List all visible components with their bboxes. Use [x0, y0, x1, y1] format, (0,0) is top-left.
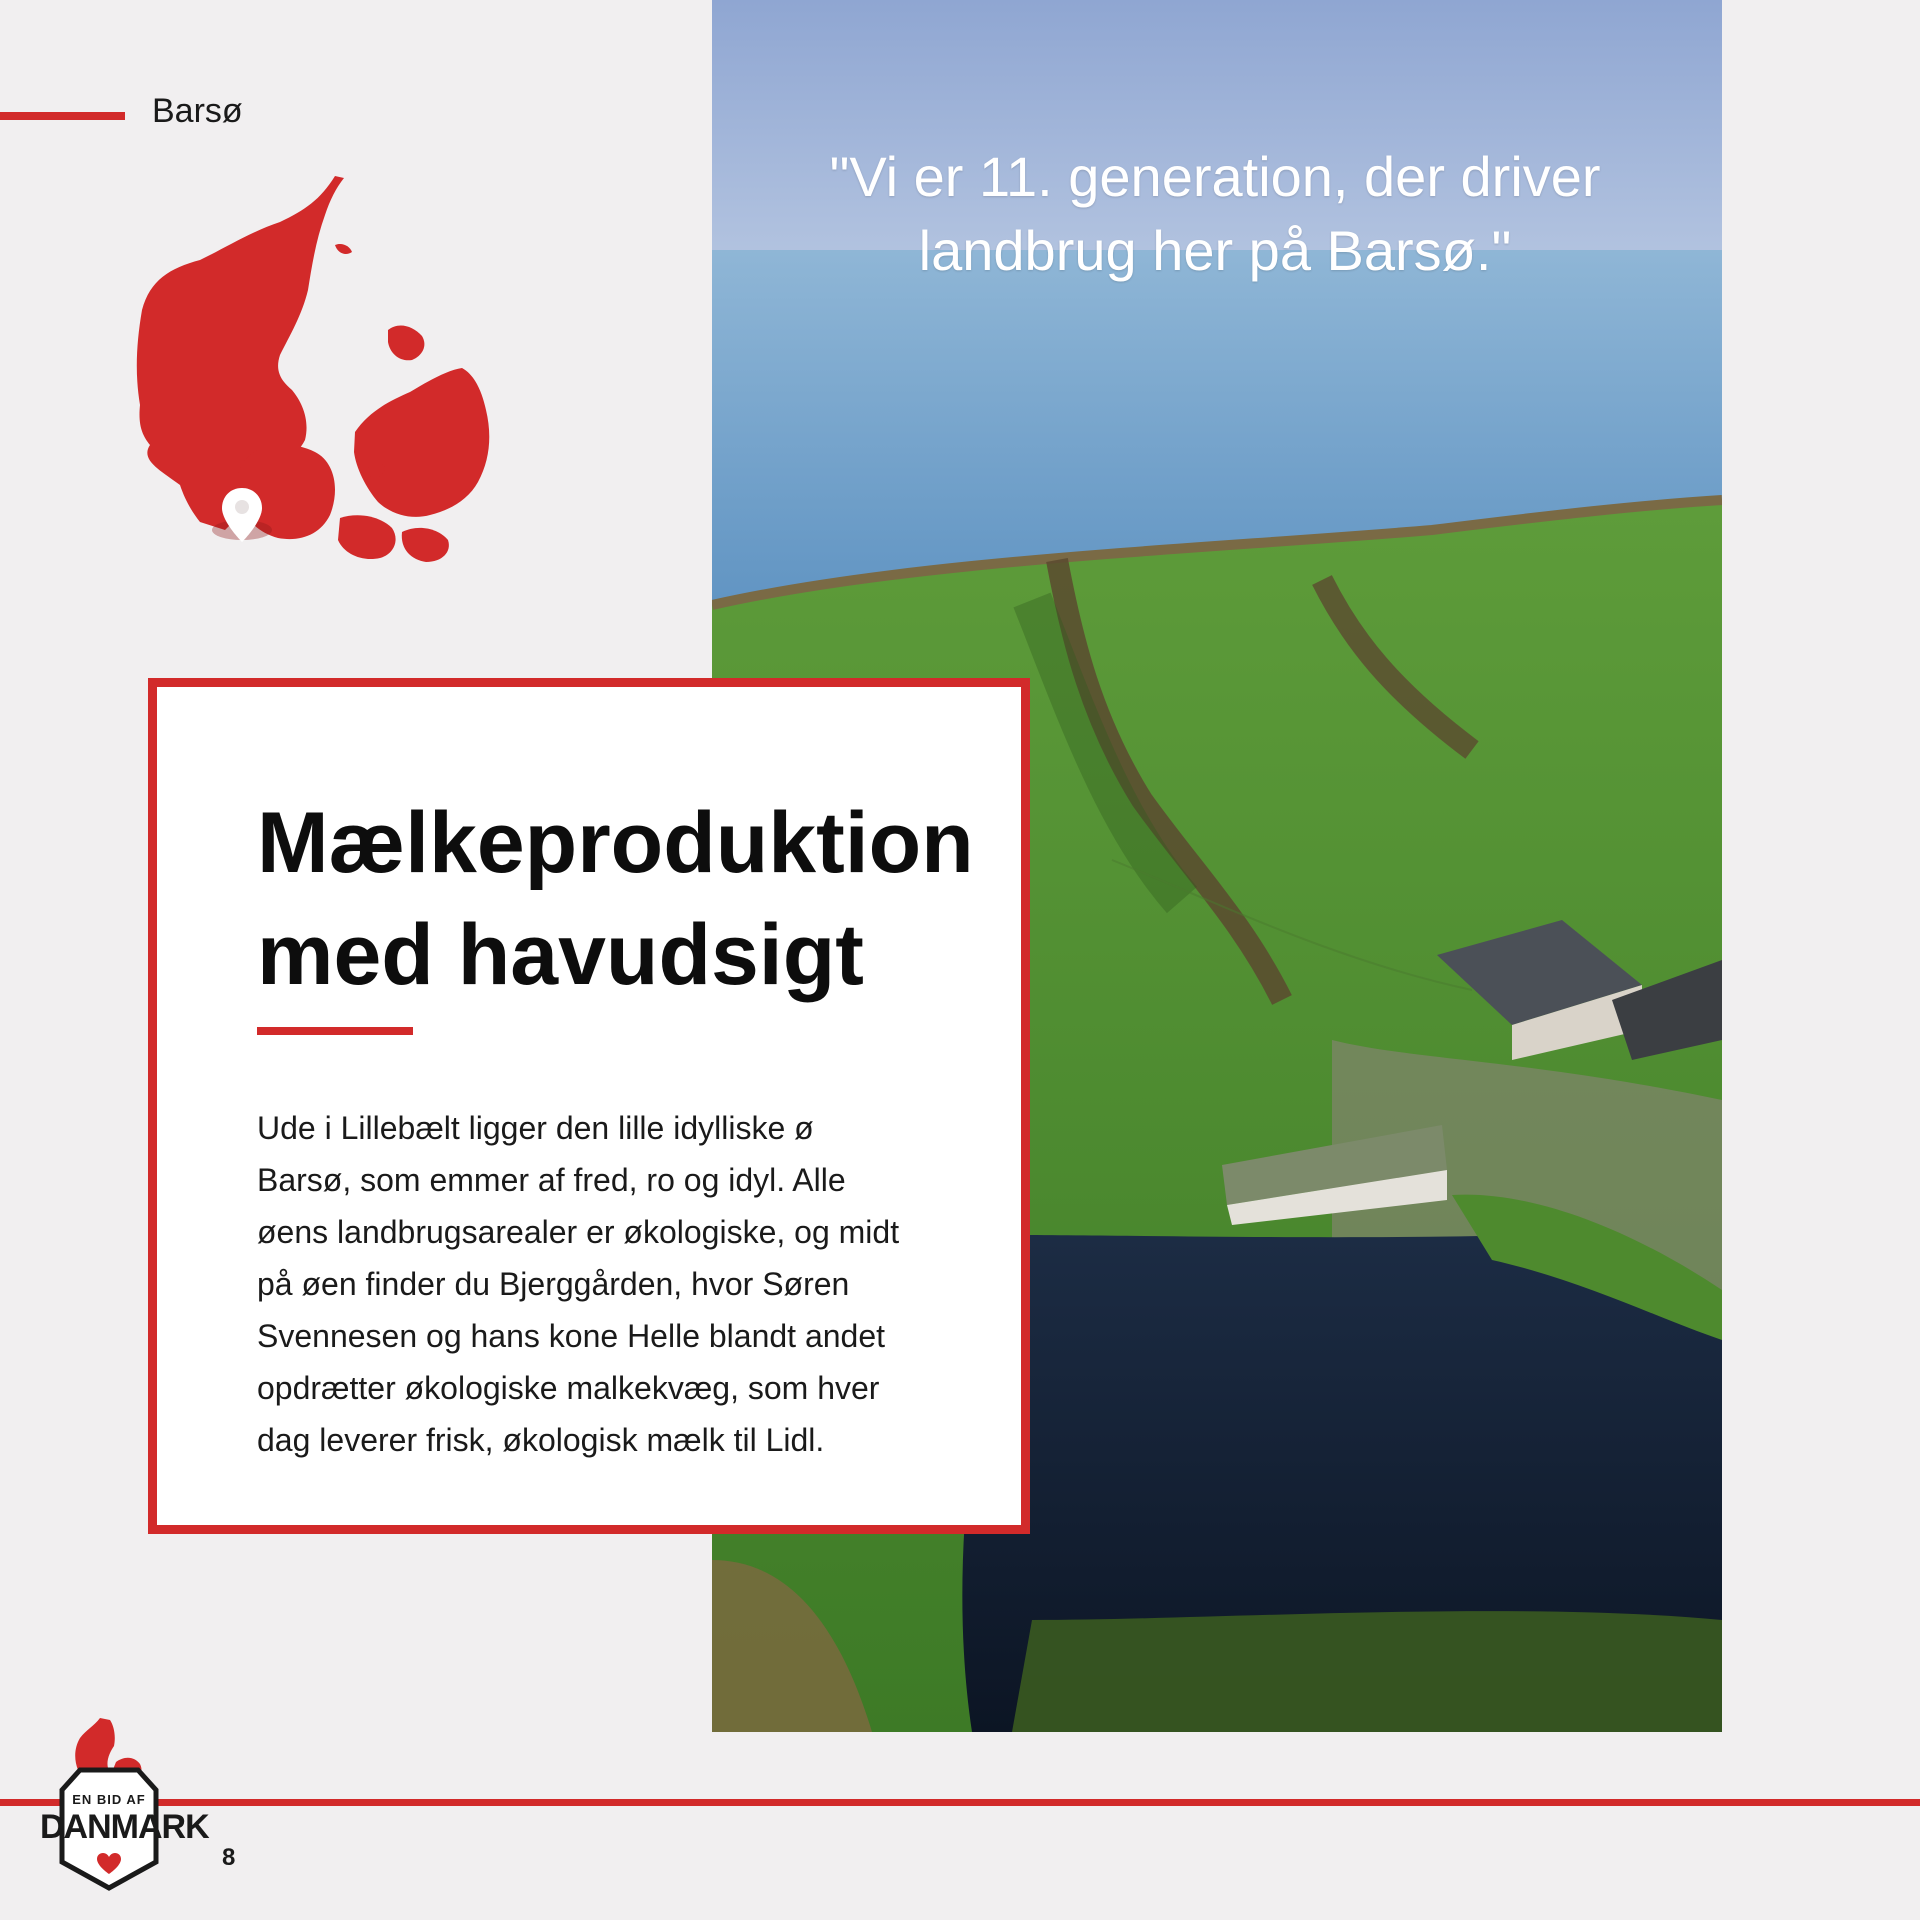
article-body-line: Svennesen og hans kone Helle blandt andet: [257, 1318, 886, 1354]
page-number: 8: [222, 1844, 236, 1871]
article-title-line: med havudsigt: [257, 907, 864, 1003]
article-body-line: Barsø, som emmer af fred, ro og idyl. Alle: [257, 1162, 846, 1198]
section-accent-rule: [0, 112, 125, 120]
photo-quote: "Vi er 11. generation, der driver landbrug her på Barsø.": [829, 145, 1601, 282]
section-label: Barsø: [152, 92, 243, 130]
article-title-line: Mælkeproduktion: [257, 795, 974, 891]
heart-icon: [96, 1852, 122, 1876]
article-body-line: på øen finder du Bjerggården, hvor Søren: [257, 1266, 850, 1302]
article-body-line: opdrætter økologiske malkekvæg, som hver: [257, 1370, 880, 1406]
footer-rule: [0, 1799, 1920, 1806]
article-title: [257, 787, 997, 1011]
logo-text-top: EN BID AF: [72, 1792, 146, 1807]
article-body-line: øens landbrugsarealer er økologiske, og midt: [257, 1214, 900, 1250]
article-card: [148, 678, 1030, 1534]
article-body-line: Ude i Lillebælt ligger den lille idylliske ø: [257, 1110, 814, 1146]
article-body: [257, 1102, 900, 1466]
title-accent-rule: [257, 1027, 413, 1035]
denmark-map-icon: [130, 170, 510, 630]
en-bid-af-danmark-logo: [40, 1716, 209, 1896]
logo-text-bottom: DANMARK: [40, 1808, 209, 1846]
article-body-line: dag leverer frisk, økologisk mælk til Lidl.: [257, 1422, 825, 1458]
